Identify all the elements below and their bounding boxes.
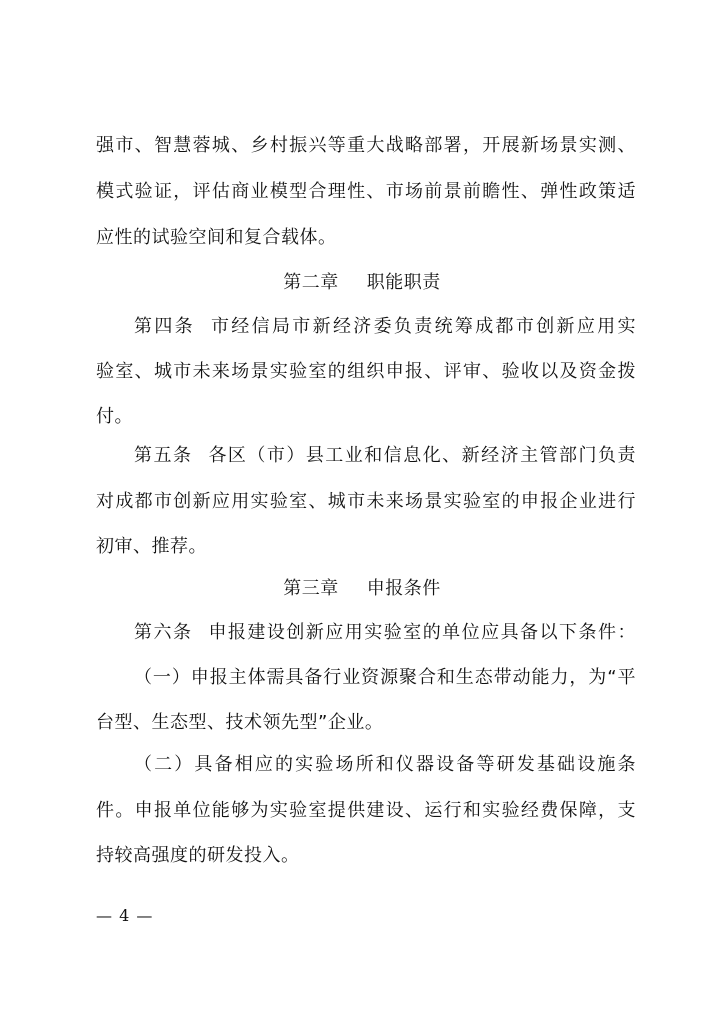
article-text: 各区（市）县工业和信息化、新经济主管部门负责 — [208, 445, 636, 466]
body-line: 强市、智慧蓉城、乡村振兴等重大战略部署，开展新场景实测、 — [96, 135, 636, 156]
chapter-heading — [0, 576, 724, 602]
body-line: 台型、生态型、技术领先型”企业。 — [96, 712, 384, 733]
article-term: 第五条 — [134, 445, 193, 466]
chapter-title: 职能职责 — [366, 272, 441, 293]
body-line: 应性的试验空间和复合载体。 — [96, 227, 337, 248]
body-line: 模式验证，评估商业模型合理性、市场前景前瞻性、弹性政策适 — [96, 181, 636, 202]
body-line: 持较高强度的研发投入。 — [96, 845, 300, 866]
article-term: 第六条 — [134, 622, 193, 643]
body-line: 验室、城市未来场景实验室的组织申报、评审、验收以及资金拨 — [96, 361, 636, 382]
chapter-title: 申报条件 — [366, 578, 441, 599]
body-line: 对成都市创新应用实验室、城市未来场景实验室的申报企业进行 — [96, 491, 636, 512]
article-line — [134, 443, 636, 469]
list-item-line: （一）申报主体需具备行业资源聚合和生态带动能力，为“平 — [134, 667, 636, 688]
body-line: 件。申报单位能够为实验室提供建设、运行和实验经费保障，支 — [96, 800, 636, 821]
article-line — [134, 620, 636, 646]
body-line: 初审、推荐。 — [96, 536, 207, 557]
article-term: 第四条 — [134, 316, 195, 337]
article-text: 市经信局市新经济委负责统筹成都市创新应用实 — [210, 316, 637, 337]
article-line — [134, 314, 636, 340]
list-item-line: （二）具备相应的实验场所和仪器设备等研发基础设施条 — [134, 754, 636, 775]
chapter-heading — [0, 270, 724, 296]
chapter-number: 第三章 — [283, 578, 339, 599]
chapter-number: 第二章 — [283, 272, 339, 293]
page-number: — 4 — — [96, 906, 154, 925]
body-line: 付。 — [96, 406, 133, 427]
article-text: 申报建设创新应用实验室的单位应具备以下条件： — [208, 622, 636, 643]
